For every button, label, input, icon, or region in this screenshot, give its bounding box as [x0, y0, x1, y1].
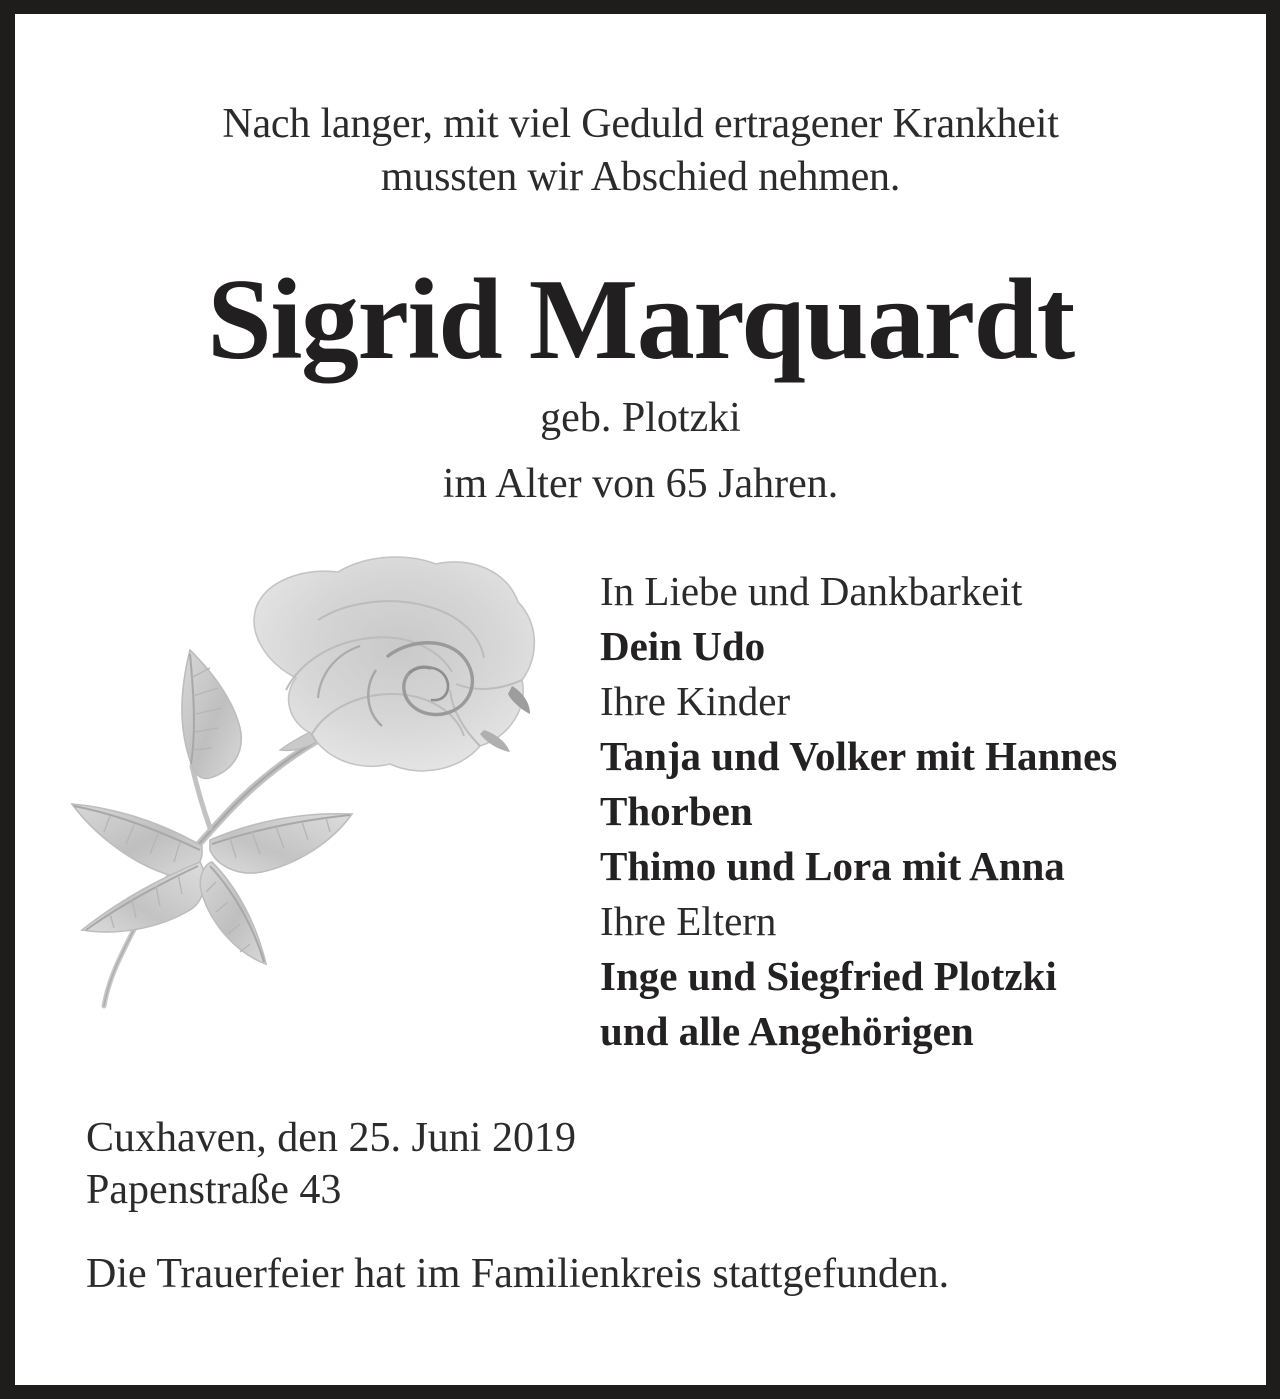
- intro-line-2: mussten wir Abschied nehmen.: [380, 154, 901, 200]
- ceremony-note: Die Trauerfeier hat im Familienkreis stattgefunden.: [86, 1251, 950, 1297]
- intro-text: [15, 98, 1266, 204]
- mourners-heading: In Liebe und Dankbarkeit: [600, 568, 1023, 614]
- death-notice-card: [15, 14, 1266, 1385]
- mourner-line: Ihre Kinder: [600, 678, 791, 724]
- mourner-line: Ihre Eltern: [600, 898, 777, 944]
- place-and-date: Cuxhaven, den 25. Juni 2019: [86, 1115, 576, 1161]
- mourner-line: Thimo und Lora mit Anna: [600, 843, 1065, 889]
- mourner-line: Tanja und Volker mit Hannes: [600, 733, 1118, 779]
- intro-line-1: Nach langer, mit viel Geduld ertragener Krankheit: [222, 101, 1059, 147]
- mourner-line: Inge und Siegfried Plotzki: [600, 953, 1057, 999]
- maiden-name: geb. Plotzki: [540, 395, 741, 441]
- middle-section: [15, 542, 1266, 1062]
- mourner-line: Thorben: [600, 788, 753, 834]
- deceased-name: Sigrid Marquardt: [207, 256, 1074, 384]
- rose-flower-icon: [60, 550, 550, 1020]
- mourners-list: [600, 564, 1240, 1059]
- mourner-line: und alle Angehörigen: [600, 1008, 974, 1054]
- street-address: Papenstraße 43: [86, 1167, 342, 1213]
- mourner-line: Dein Udo: [600, 623, 766, 669]
- footer-address: [86, 1112, 1206, 1216]
- age-line: im Alter von 65 Jahren.: [442, 461, 839, 507]
